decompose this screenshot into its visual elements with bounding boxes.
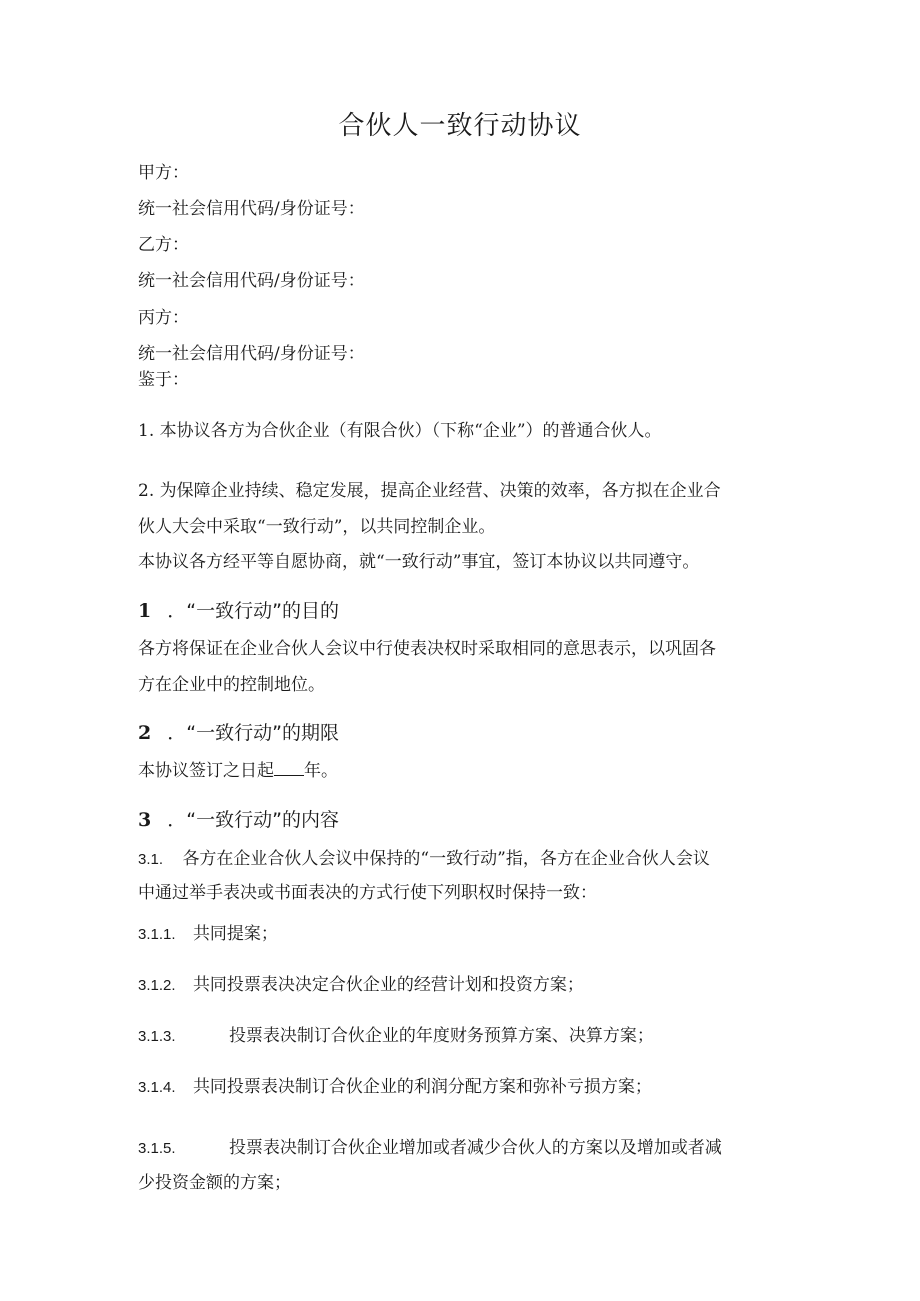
clause-3-1-1 — [138, 923, 278, 946]
clause-3-1-4-text: 共同投票表决制订合伙企业的利润分配方案和弥补亏损方案； — [192, 1077, 652, 1097]
clause-3-1-3 — [138, 1025, 654, 1048]
clause-3-1-line-2: 中通过举手表决或书面表决的方式行使下列职权时保持一致： — [138, 883, 597, 903]
section-2-number: 2 — [138, 722, 152, 744]
clause-3-1-5-text: 投票表决制订合伙企业增加或者减少合伙人的方案以及增加或者减 — [228, 1138, 722, 1158]
section-2-body-prefix: 本协议签订之日起 — [138, 761, 274, 781]
clause-3-1-4 — [138, 1076, 652, 1099]
clause-3-1-text: 各方在企业合伙人会议中保持的“一致行动”指，各方在企业合伙人会议 — [182, 849, 710, 869]
section-1-body-line-2: 方在企业中的控制地位。 — [138, 675, 325, 695]
clause-3-1-3-text: 投票表决制订合伙企业的年度财务预算方案、决算方案； — [228, 1026, 654, 1046]
whereas-label: 鉴于： — [138, 370, 189, 390]
clause-3-1-5-line-1 — [138, 1137, 722, 1160]
party-c-id-label: 统一社会信用代码/身份证号： — [138, 344, 365, 364]
clause-3-1-2-number: 3.1.2. — [138, 977, 176, 994]
section-2-heading — [138, 721, 339, 745]
clause-3-1-1-number: 3.1.1. — [138, 926, 176, 943]
clause-3-1-2-text: 共同投票表决决定合伙企业的经营计划和投资方案； — [192, 975, 584, 995]
whereas-item-2-line-1: 2. 为保障企业持续、稳定发展，提高企业经营、决策的效率，各方拟在企业合 — [138, 481, 721, 501]
document-title: 合伙人一致行动协议 — [338, 111, 582, 141]
clause-3-1-5-line-2: 少投资金额的方案； — [138, 1173, 291, 1193]
section-2-body-suffix: 年。 — [304, 761, 338, 781]
whereas-item-2-line-2: 伙人大会中采取“一致行动”，以共同控制企业。 — [138, 517, 496, 537]
section-1-number: 1 — [138, 600, 152, 622]
party-b-label: 乙方： — [138, 235, 189, 255]
blank-years-field — [274, 760, 304, 776]
clause-3-1-4-number: 3.1.4. — [138, 1079, 176, 1096]
section-1-heading — [138, 599, 339, 623]
section-2-title: ．“一致行动”的期限 — [167, 722, 339, 744]
party-a-id-label: 统一社会信用代码/身份证号： — [138, 199, 365, 219]
section-2-body — [138, 760, 338, 782]
whereas-item-1: 1. 本协议各方为合伙企业（有限合伙）（下称“企业”）的普通合伙人。 — [138, 421, 662, 441]
clause-3-1-1-text: 共同提案； — [192, 924, 278, 944]
clause-3-1-number: 3.1. — [138, 851, 164, 868]
section-3-title: ．“一致行动”的内容 — [167, 809, 339, 831]
section-3-number: 3 — [138, 809, 152, 831]
party-b-id-label: 统一社会信用代码/身份证号： — [138, 271, 365, 291]
section-1-body-line-1: 各方将保证在企业合伙人会议中行使表决权时采取相同的意思表示，以巩固各 — [138, 639, 716, 659]
whereas-closing: 本协议各方经平等自愿协商，就“一致行动”事宜，签订本协议以共同遵守。 — [138, 552, 700, 572]
clause-3-1-2 — [138, 974, 584, 997]
clause-3-1-5-number: 3.1.5. — [138, 1140, 176, 1157]
clause-3-1-3-number: 3.1.3. — [138, 1028, 176, 1045]
party-c-label: 丙方： — [138, 308, 189, 328]
clause-3-1-line-1 — [138, 848, 710, 871]
section-1-title: ．“一致行动”的目的 — [167, 600, 339, 622]
party-a-label: 甲方： — [138, 163, 189, 183]
section-3-heading — [138, 808, 339, 832]
